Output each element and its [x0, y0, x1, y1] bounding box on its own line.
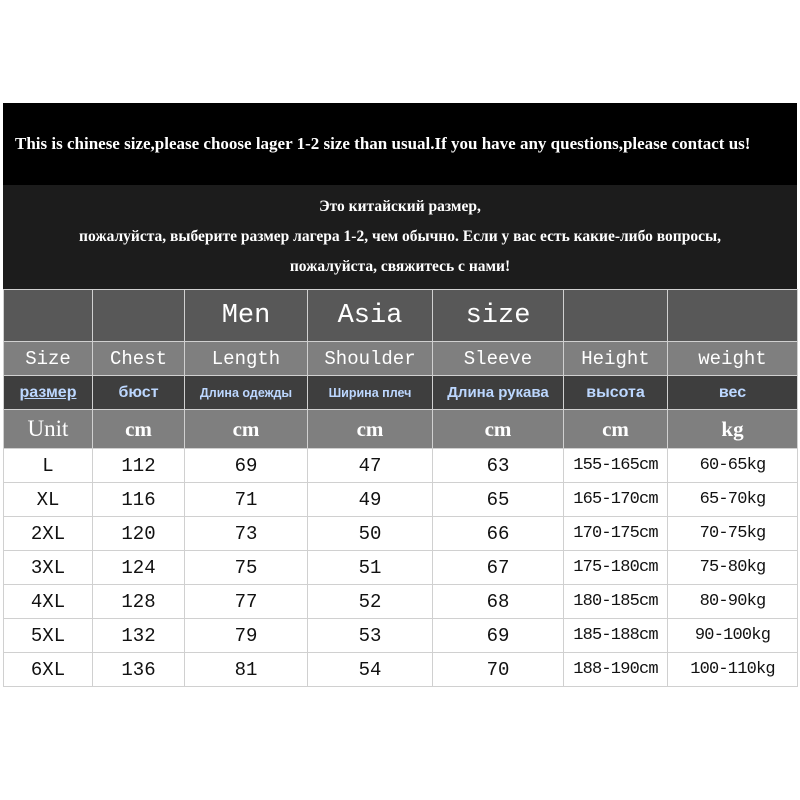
cell-weight: 80-90kg	[668, 585, 798, 619]
english-notice-text: This is chinese size,please choose lager 1-2 size than usual.If you have any questions,please contact us!	[15, 134, 751, 153]
header-ru-sleeve: Длина рукава	[433, 376, 564, 410]
cell-length: 69	[185, 449, 308, 483]
cell-size: L	[4, 449, 93, 483]
cell-chest: 116	[93, 483, 185, 517]
column-headers-en	[4, 342, 798, 376]
cell-sleeve: 63	[433, 449, 564, 483]
cell-length: 71	[185, 483, 308, 517]
cell-sleeve: 67	[433, 551, 564, 585]
cell-length: 77	[185, 585, 308, 619]
cell-chest: 128	[93, 585, 185, 619]
header-shoulder: Shoulder	[308, 342, 433, 376]
cell-chest: 124	[93, 551, 185, 585]
header-ru-length: Длина одежды	[185, 376, 308, 410]
header-chest: Chest	[93, 342, 185, 376]
cell-height: 175-180cm	[564, 551, 668, 585]
header-size: Size	[4, 342, 93, 376]
cell-size: 4XL	[4, 585, 93, 619]
cell-weight: 65-70kg	[668, 483, 798, 517]
cell-chest: 132	[93, 619, 185, 653]
cell-length: 81	[185, 653, 308, 687]
cell-size: XL	[4, 483, 93, 517]
title-cell-empty	[564, 290, 668, 342]
unit-sleeve: cm	[433, 410, 564, 449]
table-row	[4, 483, 798, 517]
cell-length: 79	[185, 619, 308, 653]
header-weight: weight	[668, 342, 798, 376]
russian-notice-line-2: пожалуйста, выберите размер лагера 1-2, чем обычно. Если у вас есть какие-либо вопросы,	[79, 228, 721, 245]
table-row	[4, 653, 798, 687]
cell-weight: 60-65kg	[668, 449, 798, 483]
cell-size: 2XL	[4, 517, 93, 551]
header-ru-height: высота	[564, 376, 668, 410]
title-cell-empty	[93, 290, 185, 342]
cell-weight: 100-110kg	[668, 653, 798, 687]
unit-shoulder: cm	[308, 410, 433, 449]
unit-weight: kg	[668, 410, 798, 449]
cell-height: 180-185cm	[564, 585, 668, 619]
cell-chest: 136	[93, 653, 185, 687]
cell-weight: 90-100kg	[668, 619, 798, 653]
title-cell-empty	[4, 290, 93, 342]
table-title-row	[4, 290, 798, 342]
cell-length: 73	[185, 517, 308, 551]
title-word-men: Men	[185, 290, 308, 342]
size-rows	[4, 449, 798, 687]
cell-weight: 75-80kg	[668, 551, 798, 585]
cell-height: 155-165cm	[564, 449, 668, 483]
cell-sleeve: 68	[433, 585, 564, 619]
unit-label: Unit	[4, 410, 93, 449]
cell-length: 75	[185, 551, 308, 585]
cell-shoulder: 49	[308, 483, 433, 517]
cell-sleeve: 70	[433, 653, 564, 687]
unit-chest: cm	[93, 410, 185, 449]
header-ru-size: размер	[4, 376, 93, 410]
header-sleeve: Sleeve	[433, 342, 564, 376]
header-ru-chest: бюст	[93, 376, 185, 410]
russian-notice	[3, 185, 797, 290]
english-notice	[3, 103, 797, 185]
title-word-asia: Asia	[308, 290, 433, 342]
cell-shoulder: 53	[308, 619, 433, 653]
cell-shoulder: 52	[308, 585, 433, 619]
cell-height: 170-175cm	[564, 517, 668, 551]
russian-notice-line-1: Это китайский размер,	[319, 198, 481, 215]
cell-height: 185-188cm	[564, 619, 668, 653]
cell-chest: 120	[93, 517, 185, 551]
header-height: Height	[564, 342, 668, 376]
cell-height: 165-170cm	[564, 483, 668, 517]
cell-sleeve: 69	[433, 619, 564, 653]
cell-size: 6XL	[4, 653, 93, 687]
cell-sleeve: 65	[433, 483, 564, 517]
table-row	[4, 619, 798, 653]
unit-row	[4, 410, 798, 449]
cell-size: 5XL	[4, 619, 93, 653]
russian-notice-line-3: пожалуйста, свяжитесь с нами!	[289, 258, 511, 275]
cell-shoulder: 51	[308, 551, 433, 585]
column-headers-ru	[4, 376, 798, 410]
cell-chest: 112	[93, 449, 185, 483]
header-ru-weight: вес	[668, 376, 798, 410]
title-word-size: size	[433, 290, 564, 342]
header-length: Length	[185, 342, 308, 376]
cell-height: 188-190cm	[564, 653, 668, 687]
header-ru-shoulder: Ширина плеч	[308, 376, 433, 410]
table-row	[4, 551, 798, 585]
unit-length: cm	[185, 410, 308, 449]
cell-shoulder: 47	[308, 449, 433, 483]
cell-shoulder: 54	[308, 653, 433, 687]
title-cell-empty	[668, 290, 798, 342]
table-row	[4, 585, 798, 619]
cell-weight: 70-75kg	[668, 517, 798, 551]
cell-sleeve: 66	[433, 517, 564, 551]
table-row	[4, 449, 798, 483]
table-row	[4, 517, 798, 551]
cell-shoulder: 50	[308, 517, 433, 551]
size-chart-table	[3, 289, 798, 687]
cell-size: 3XL	[4, 551, 93, 585]
unit-height: cm	[564, 410, 668, 449]
